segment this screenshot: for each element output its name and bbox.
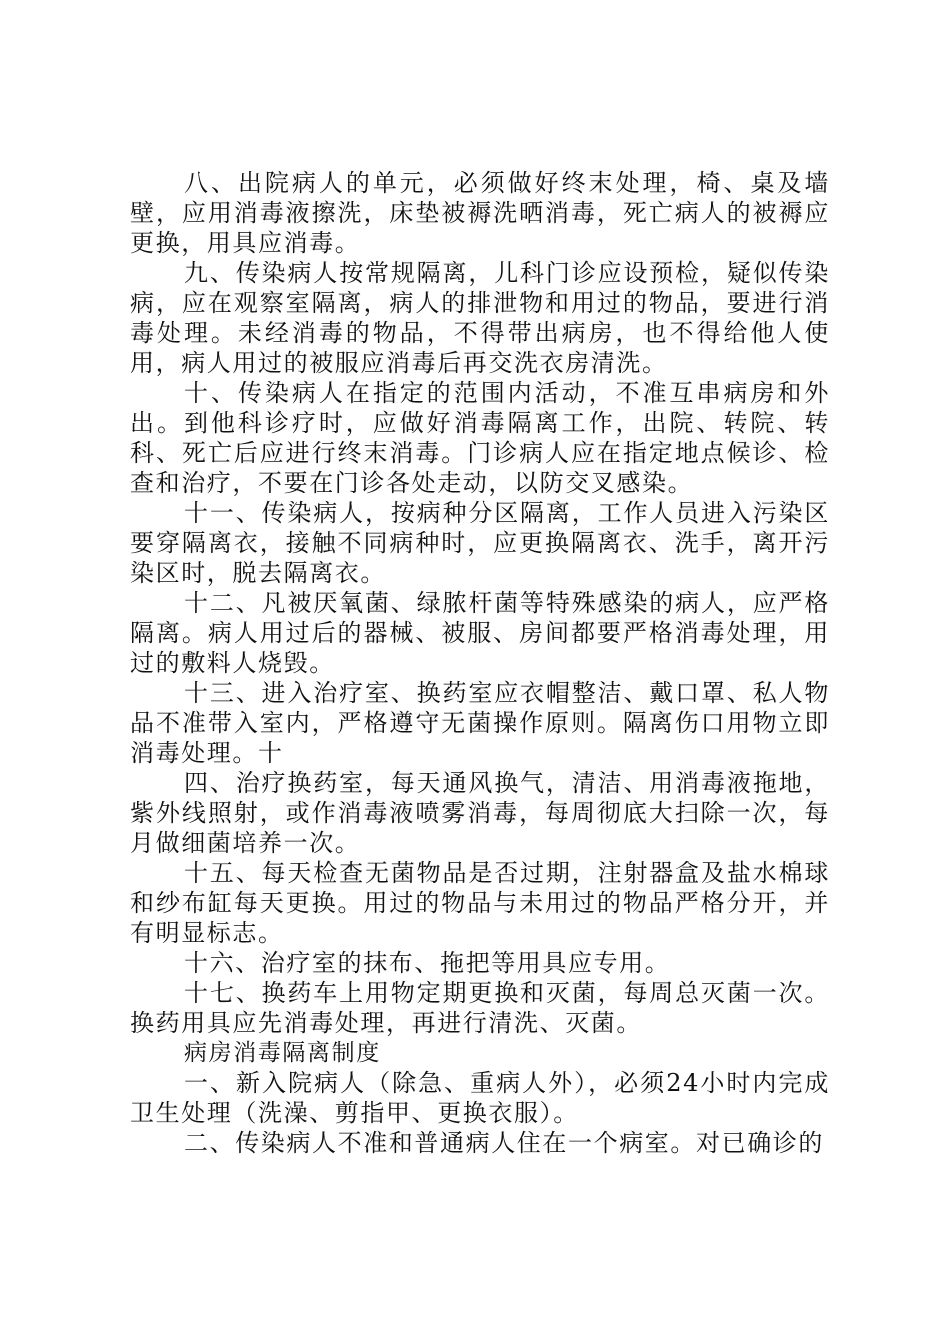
paragraph-13: 十三、进入治疗室、换药室应衣帽整洁、戴口罩、私人物品不准带入室内，严格遵守无菌操作原则。隔离伤口用物立即消毒处理。十 — [130, 679, 830, 767]
paragraph-9: 九、传染病人按常规隔离，儿科门诊应设预检，疑似传染病，应在观察室隔离，病人的排泄物和用过的物品，要进行消毒处理。未经消毒的物品，不得带出病房，也不得给他人使用，病人用过的被服应消毒后再交洗衣房清洗。 — [130, 259, 830, 377]
paragraph-15: 十五、每天检查无菌物品是否过期，注射器盒及盐水棉球和纱布缸每天更换。用过的物品与未用过的物品严格分开，并有明显标志。 — [130, 859, 830, 947]
paragraph-14: 四、治疗换药室，每天通风换气，清洁、用消毒液拖地，紫外线照射，或作消毒液喷雾消毒，每周彻底大扫除一次，每月做细菌培养一次。 — [130, 769, 830, 857]
paragraph-17: 十七、换药车上用物定期更换和灭菌，每周总灭菌一次。换药用具应先消毒处理，再进行清洗、灭菌。 — [130, 979, 830, 1037]
section-heading: 病房消毒隔离制度 — [184, 1040, 381, 1066]
paragraph-12: 十二、凡被厌氧菌、绿脓杆菌等特殊感染的病人，应严格隔离。病人用过后的器械、被服、房间都要严格消毒处理，用过的敷料人烧毁。 — [130, 589, 830, 677]
document-body — [130, 168, 830, 1158]
ward-paragraph-1: 一、新入院病人（除急、重病人外），必须24小时内完成卫生处理（洗澡、剪指甲、更换衣服）。 — [130, 1069, 830, 1127]
paragraph-11: 十一、传染病人，按病种分区隔离，工作人员进入污染区要穿隔离衣，接触不同病种时，应更换隔离衣、洗手，离开污染区时，脱去隔离衣。 — [130, 499, 830, 587]
paragraph-16: 十六、治疗室的抹布、拖把等用具应专用。 — [184, 949, 671, 977]
ward-paragraph-2: 二、传染病人不准和普通病人住在一个病室。对已确诊的 — [184, 1129, 824, 1157]
paragraph-10: 十、传染病人在指定的范围内活动，不准互串病房和外出。到他科诊疗时，应做好消毒隔离工作，出院、转院、转科、死亡后应进行终末消毒。门诊病人应在指定地点候诊、检查和治疗，不要在门诊各处走动，以防交叉感染。 — [130, 379, 830, 497]
paragraph-8: 八、出院病人的单元，必须做好终末处理，椅、桌及墙壁，应用消毒液擦洗，床垫被褥洗晒消毒，死亡病人的被褥应更换，用具应消毒。 — [130, 169, 830, 257]
